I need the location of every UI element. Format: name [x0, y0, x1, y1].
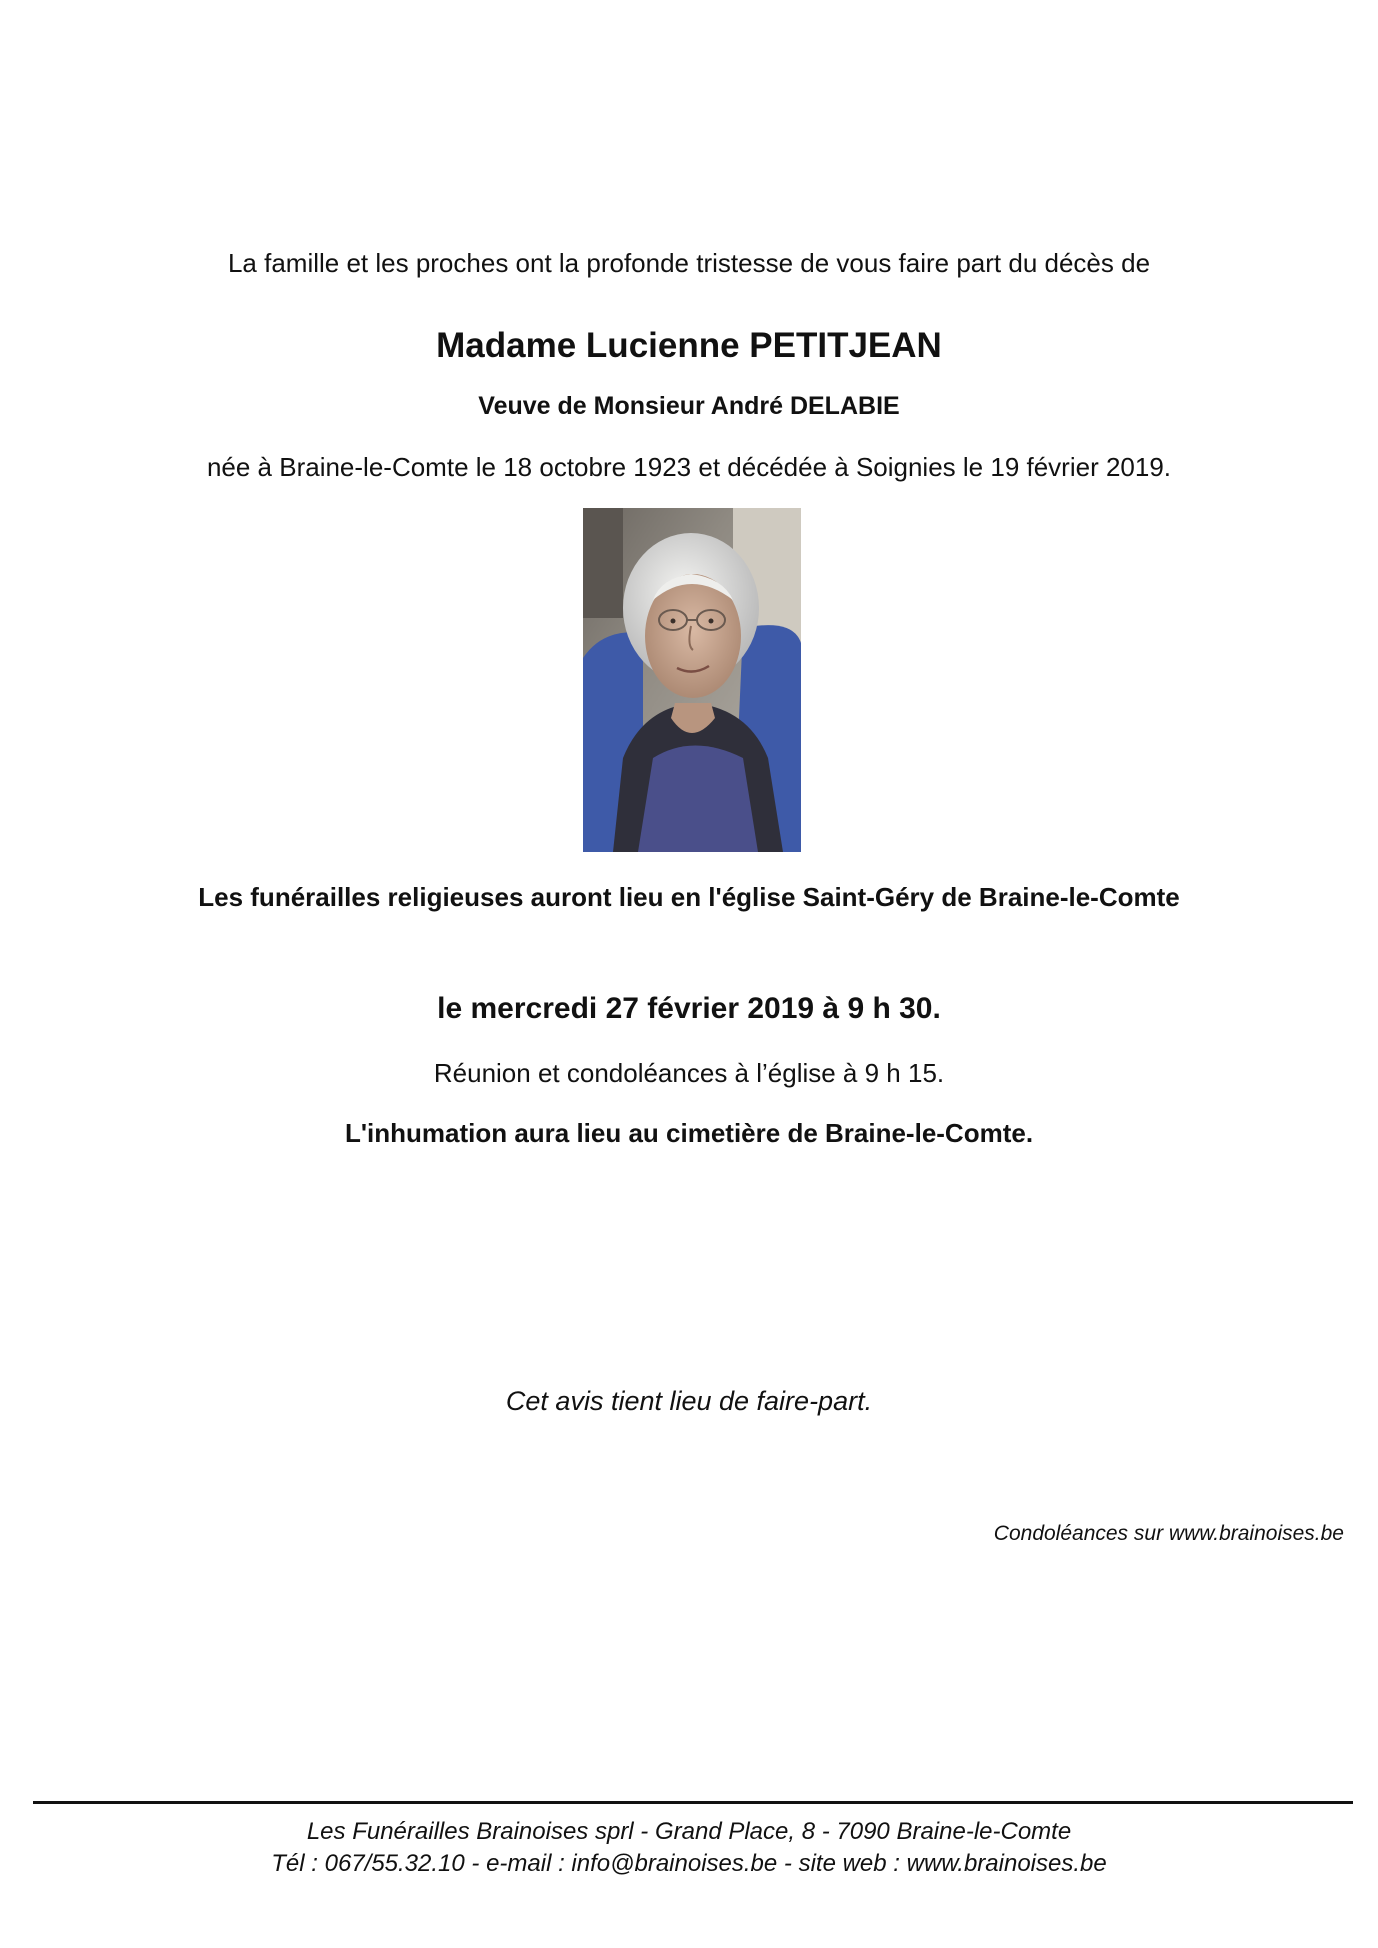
portrait-photo [583, 508, 801, 852]
widow-of-text: Veuve de Monsieur André DELABIE [478, 392, 900, 420]
intro-text: La famille et les proches ont la profonde tristesse de vous faire part du décès de [227, 248, 1151, 278]
notice-text: Cet avis tient lieu de faire-part. [505, 1386, 873, 1416]
meeting-text: Réunion et condoléances à l’église à 9 h 15. [433, 1058, 945, 1088]
deceased-name: Madame Lucienne PETITJEAN [436, 326, 942, 365]
funeral-datetime-text: le mercredi 27 février 2019 à 9 h 30. [437, 992, 941, 1025]
funeral-location-text: Les funérailles religieuses auront lieu en l'église Saint-Géry de Braine-le-Comte [198, 882, 1180, 912]
footer-contact: Tél : 067/55.32.10 - e-mail : info@brainoises.be - site web : www.brainoises.be [271, 1850, 1107, 1877]
birth-death-text: née à Braine-le-Comte le 18 octobre 1923 et décédée à Soignies le 19 février 2019. [206, 452, 1172, 482]
condolences-link-text: Condoléances sur www.brainoises.be [993, 1522, 1344, 1545]
burial-text: L'inhumation aura lieu au cimetière de Braine-le-Comte. [344, 1118, 1034, 1148]
footer-divider [33, 1801, 1353, 1804]
footer-address: Les Funérailles Brainoises sprl - Grand Place, 8 - 7090 Braine-le-Comte [306, 1818, 1072, 1845]
